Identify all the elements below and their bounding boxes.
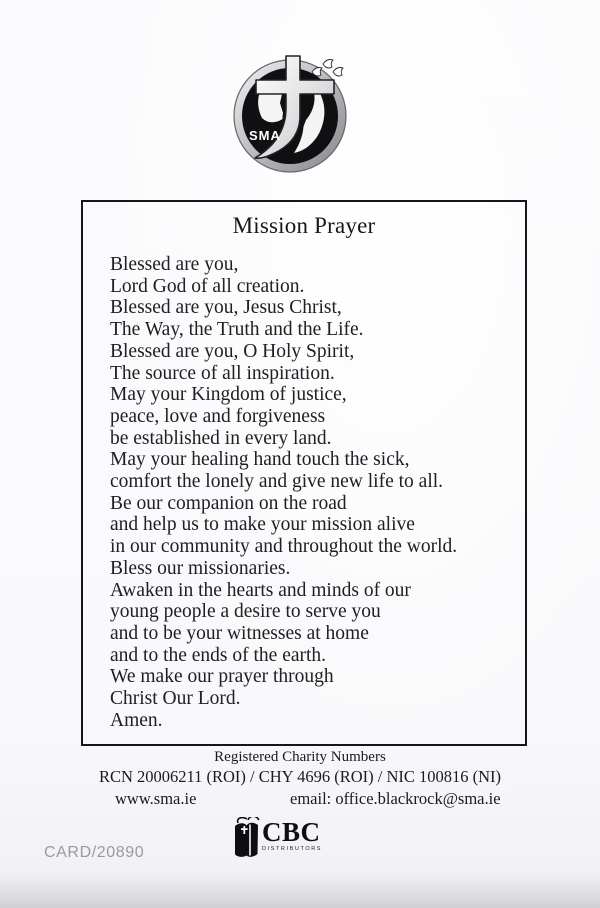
charity-heading: Registered Charity Numbers: [214, 749, 386, 765]
prayer-box: [81, 200, 527, 746]
prayer-line: May your Kingdom of justice,: [110, 384, 347, 406]
prayer-line: in our community and throughout the world.: [110, 536, 458, 558]
prayer-line: Lord God of all creation.: [110, 275, 305, 297]
dove-icons: [312, 60, 343, 77]
prayer-line: peace, love and forgiveness: [110, 405, 326, 427]
prayer-line: The source of all inspiration.: [110, 362, 335, 384]
open-book-with-cross-icon: [233, 817, 260, 859]
prayer-line: comfort the lonely and give new life to all.: [110, 471, 444, 493]
prayer-line: Christ Our Lord.: [110, 688, 241, 710]
prayer-line: We make our prayer through: [110, 666, 334, 688]
contact-row: [0, 789, 600, 809]
website-text: www.sma.ie: [115, 789, 197, 808]
prayer-text: [110, 254, 517, 731]
prayer-line: May your healing hand touch the sick,: [110, 449, 410, 471]
prayer-line: Blessed are you, Jesus Christ,: [110, 297, 342, 319]
prayer-line: and to the ends of the earth.: [110, 644, 327, 666]
sma-logo-text: SMA: [249, 128, 281, 143]
charity-numbers: RCN 20006211 (ROI) / CHY 4696 (ROI) / NIC 100816 (NI): [98, 767, 502, 786]
prayer-line: and help us to make your mission alive: [110, 514, 415, 536]
cbc-text-block: [262, 817, 322, 852]
prayer-title: Mission Prayer: [232, 213, 376, 238]
prayer-line: Blessed are you,: [110, 254, 239, 275]
prayer-line: be established in every land.: [110, 427, 332, 449]
prayer-line: Awaken in the hearts and minds of our: [110, 579, 411, 601]
prayer-line: Bless our missionaries.: [110, 557, 291, 579]
email-text: email: office.blackrock@sma.ie: [290, 789, 501, 808]
sma-globe-cross-logo: [228, 52, 356, 178]
prayer-line: young people a desire to serve you: [110, 601, 381, 623]
prayer-line: Blessed are you, O Holy Spirit,: [110, 340, 355, 362]
cbc-subtitle: DISTRIBUTORS: [262, 846, 323, 852]
prayer-line: The Way, the Truth and the Life.: [110, 319, 364, 341]
card-code: CARD/20890: [44, 844, 145, 861]
cbc-name: CBC: [262, 817, 321, 847]
prayer-line: Be our companion on the road: [110, 492, 347, 514]
cbc-distributors-logo: [233, 817, 322, 859]
prayer-line: Amen.: [110, 709, 163, 731]
prayer-line: and to be your witnesses at home: [110, 622, 369, 644]
